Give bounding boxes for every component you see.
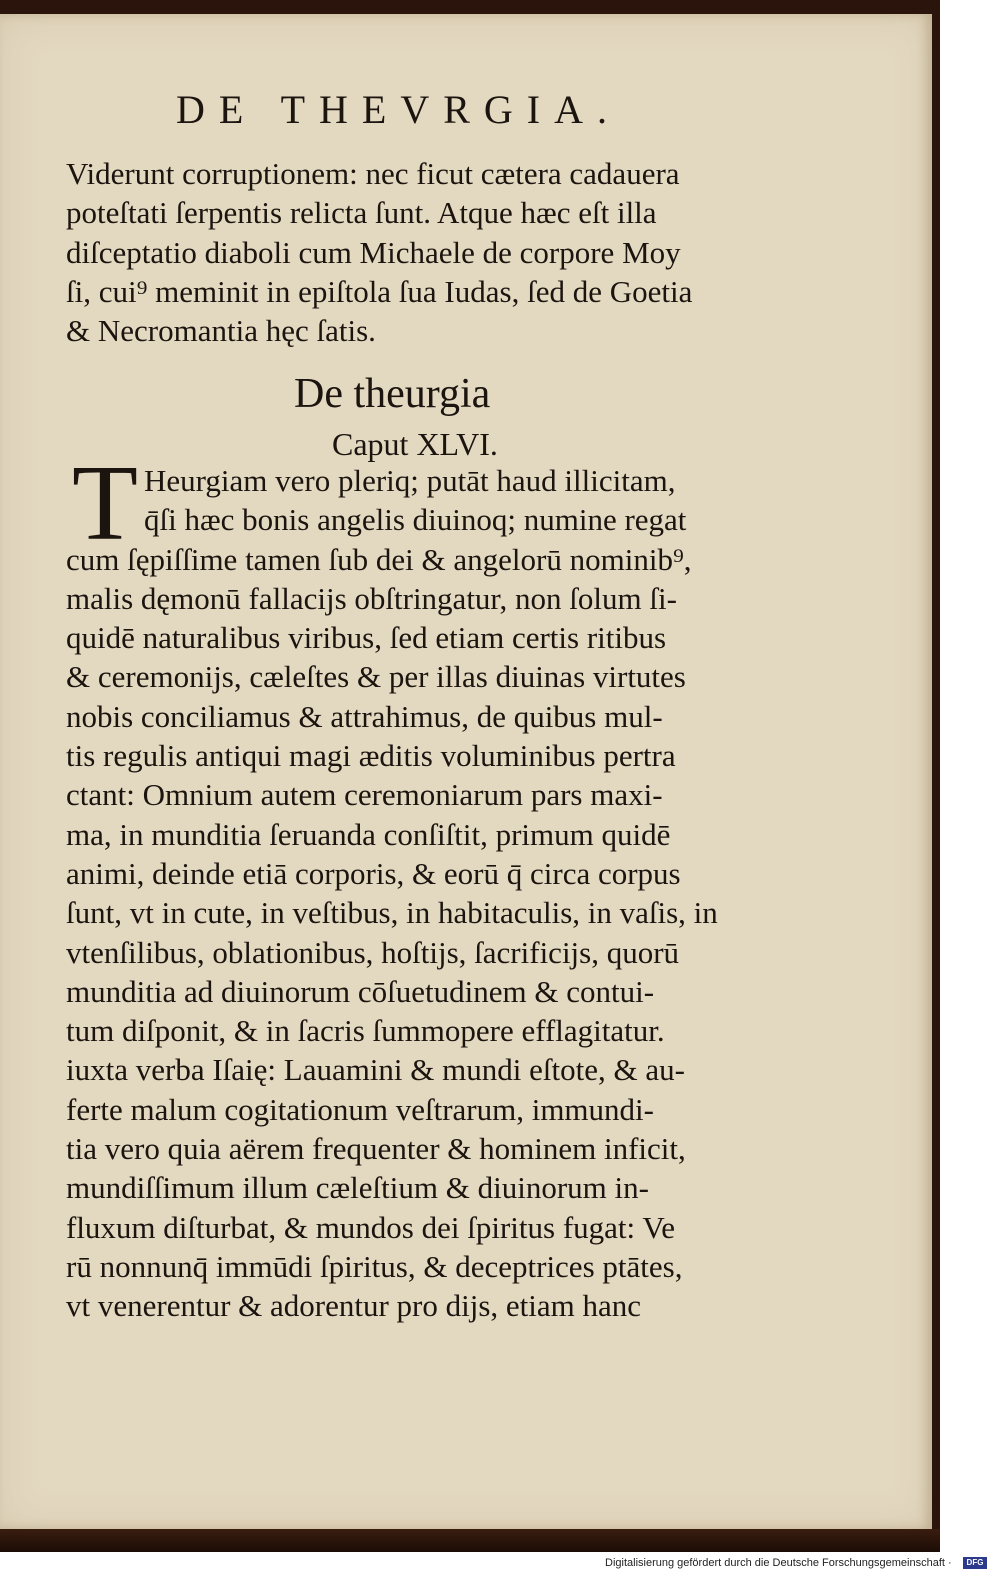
text-line: animi, deinde etiā corporis, & eorū q̄ circa corpus (66, 855, 681, 891)
text-line: iuxta verba Iſaię: Lauamini & mundi eſtote, & au- (66, 1052, 685, 1088)
chapter-body (66, 461, 786, 1326)
text-line: q̄ſi hæc bonis angelis diuinoq; numine regat (144, 502, 687, 538)
text-line: ferte malum cogitationum veſtrarum, immundi- (66, 1091, 654, 1127)
text-line: & ceremonijs, cæleſtes & per illas diuinas virtutes (66, 659, 686, 695)
text-line: ſi, cui⁹ meminit in epiſtola ſua Iudas, ſed de Goetia (66, 273, 693, 309)
text-line: ſunt, vt in cute, in veſtibus, in habitaculis, in vaſis, in (66, 895, 718, 931)
text-line: ma, in munditia ſeruanda conſiſtit, primum quidē (66, 816, 671, 852)
text-line: tum diſponit, & in ſacris ſummopere efflagitatur. (66, 1013, 665, 1049)
text-line: rū nonnunq̄ immūdi ſpiritus, & deceptrices ptātes, (66, 1248, 683, 1284)
digitization-credit: Digitalisierung gefördert durch die Deutsche Forschungsgemeinschaft · (605, 1557, 952, 1569)
chapter-title: De theurgia (294, 371, 491, 417)
text-line: poteſtati ſerpentis relicta ſunt. Atque hæc eſt illa (66, 195, 657, 231)
text-line: munditia ad diuinorum cōſuetudinem & contui- (66, 973, 655, 1009)
text-line: tia vero quia aërem frequenter & hominem inficit, (66, 1131, 686, 1167)
running-head: DE THEVRGIA. (176, 87, 622, 132)
text-line: vt venerentur & adorentur pro dijs, etiam hanc (66, 1288, 642, 1324)
text-line: tis regulis antiqui magi æditis voluminibus pertra (66, 738, 676, 774)
page-bottom-edge (0, 1529, 940, 1552)
text-line: malis dęmonū fallacijs obſtringatur, non ſolum ſi- (66, 580, 677, 616)
text-line: nobis conciliamus & attrahimus, de quibus mul- (66, 698, 663, 734)
book-page (0, 14, 932, 1529)
text-line: Heurgiam vero pleriq; putāt haud illicitam, (144, 463, 676, 498)
text-line: vtenſilibus, oblationibus, hoſtijs, ſacrificijs, quorū (66, 934, 680, 970)
text-line: & Necromantia hęc ſatis. (66, 313, 376, 349)
text-line: ctant: Omnium autem ceremoniarum pars maxi- (66, 777, 663, 813)
chapter-subtitle: Caput XLVI. (332, 426, 498, 462)
dfg-logo: DFG (963, 1557, 987, 1569)
text-line: Viderunt corruptionem: nec ficut cætera cadauera (66, 156, 680, 191)
drop-cap: T (72, 444, 138, 563)
text-line: diſceptatio diaboli cum Michaele de corpore Moy (66, 234, 681, 270)
text-line: fluxum diſturbat, & mundos dei ſpiritus fugat: Ve (66, 1209, 676, 1245)
text-line: cum ſępiſſime tamen ſub dei & angelorū nominib⁹, (66, 541, 692, 577)
text-line: mundiſſimum illum cæleſtium & diuinorum in- (66, 1170, 649, 1206)
text-line: quidē naturalibus viribus, ſed etiam certis ritibus (66, 620, 667, 656)
intro-text (66, 154, 786, 350)
